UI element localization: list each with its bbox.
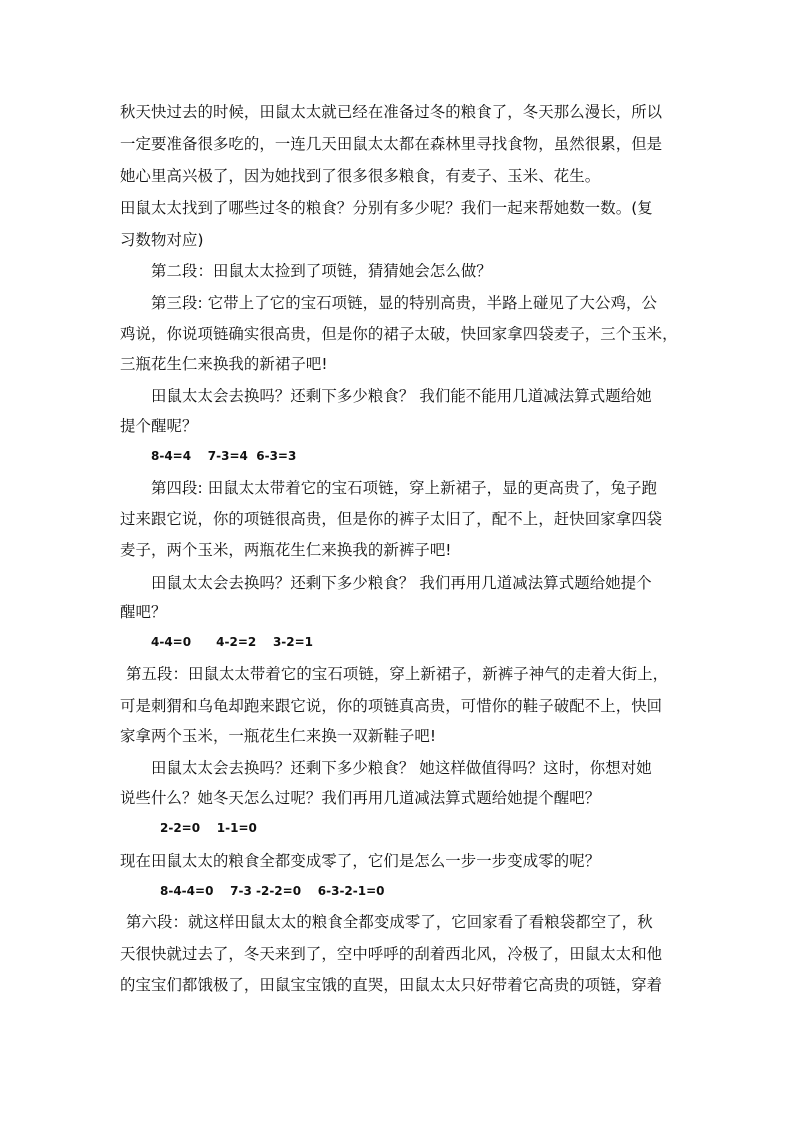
text-line: 现在田鼠太太的粮食全都变成零了，它们是怎么一步一步变成零的呢？ (120, 852, 601, 870)
text-line: 提个醒呢？ (120, 417, 198, 435)
text-line: 醒吧？ (120, 603, 167, 621)
text-line: 的宝宝们都饿极了，田鼠宝宝饿的直哭，田鼠太太只好带着它高贵的项链，穿着 (120, 976, 663, 994)
text-line: 田鼠太太会去换吗？还剩下多少粮食？ 我们再用几道减法算式题给她提个 (151, 574, 652, 592)
text-line: 第五段：田鼠太太带着它的宝石项链，穿上新裙子，新裤子神气的走着大街上， (126, 665, 669, 683)
text-line: 第四段: 田鼠太太带着它的宝石项链，穿上新裙子，显的更高贵了，兔子跑 (151, 479, 657, 497)
text-line: 秋天快过去的时候，田鼠太太就已经在准备过冬的粮食了，冬天那么漫长，所以 (120, 103, 663, 121)
text-line: 田鼠太太找到了哪些过冬的粮食？分别有多少呢？我们一起来帮她数一数。(复 (120, 199, 653, 217)
text-line: 一定要准备很多吃的，一连几天田鼠太太都在森林里寻找食物，虽然很累，但是 (120, 135, 663, 153)
equation-line: 8-4=4 7-3=4 6-3=3 (151, 449, 297, 463)
text-line: 第三段: 它带上了它的宝石项链，显的特别高贵，半路上碰见了大公鸡，公 (151, 294, 657, 312)
text-line: 田鼠太太会去换吗？还剩下多少粮食？ 我们能不能用几道减法算式题给她 (151, 387, 652, 405)
text-line: 习数物对应) (120, 231, 204, 249)
text-line: 天很快就过去了，冬天来到了，空中呼呼的刮着西北风，冷极了，田鼠太太和他 (120, 945, 663, 963)
text-line: 第二段：田鼠太太捡到了项链，猜猜她会怎么做？ (151, 262, 492, 280)
text-line: 家拿两个玉米，一瓶花生仁来换一双新鞋子吧! (120, 727, 437, 745)
text-line: 鸡说，你说项链确实很高贵，但是你的裙子太破，快回家拿四袋麦子，三个玉米， (120, 325, 678, 343)
text-line: 过来跟它说，你的项链很高贵，但是你的裤子太旧了，配不上，赶快回家拿四袋 (120, 510, 663, 528)
equation-line: 2-2=0 1-1=0 (160, 821, 257, 835)
text-line: 田鼠太太会去换吗？还剩下多少粮食？ 她这样做值得吗？这时，你想对她 (151, 759, 652, 777)
text-line: 三瓶花生仁来换我的新裙子吧! (120, 355, 328, 373)
text-line: 她心里高兴极了，因为她找到了很多很多粮食，有麦子、玉米、花生。 (120, 167, 601, 185)
equation-line: 4-4=0 4-2=2 3-2=1 (151, 635, 314, 649)
text-line: 可是刺猬和乌龟却跑来跟它说，你的项链真高贵，可惜你的鞋子破配不上，快回 (120, 697, 663, 715)
equation-line: 8-4-4=0 7-3 -2-2=0 6-3-2-1=0 (160, 884, 385, 898)
text-line: 说些什么？她冬天怎么过呢？我们再用几道减法算式题给她提个醒吧？ (120, 789, 601, 807)
text-line: 麦子，两个玉米，两瓶花生仁来换我的新裤子吧! (120, 541, 452, 559)
text-line: 第六段：就这样田鼠太太的粮食全都变成零了，它回家看了看粮袋都空了，秋 (126, 913, 653, 931)
